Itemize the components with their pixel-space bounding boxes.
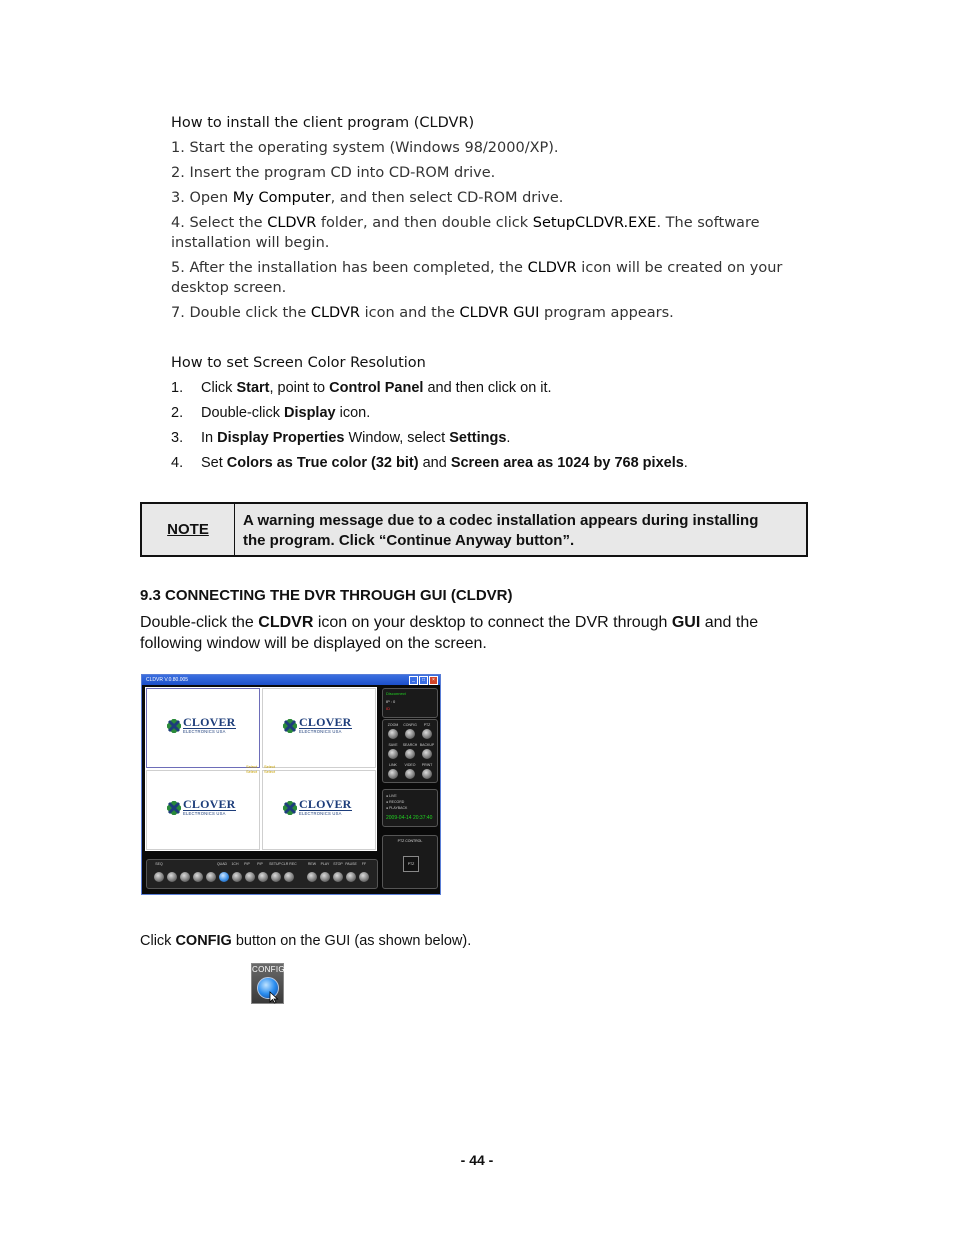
page-number: - 44 - (460, 1152, 494, 1168)
pause-knob[interactable] (346, 872, 356, 882)
color-step-3: In Display Properties Window, select Settings. (201, 430, 511, 446)
section-title: 9.3 CONNECTING THE DVR THROUGH GUI (CLDVR) (140, 587, 513, 604)
clover-mark-icon (167, 801, 181, 815)
link-knob[interactable] (388, 769, 398, 779)
color-step-4: Set Colors as True color (32 bit) and Screen area as 1024 by 768 pixels. (201, 455, 688, 471)
video-knob[interactable] (405, 769, 415, 779)
bar-knob[interactable] (284, 872, 294, 882)
select-label: Select (264, 764, 276, 769)
config-knob[interactable] (405, 729, 415, 739)
save-knob[interactable] (388, 749, 398, 759)
select-label: Select (264, 769, 276, 774)
clover-logo: CLOVER ELECTRONICS USA (167, 717, 236, 735)
maximize-icon: □ (419, 676, 428, 685)
clover-logo: CLOVER ELECTRONICS USA (167, 799, 236, 817)
bar-knob[interactable] (154, 872, 164, 882)
color-step-2-num: 2. (171, 405, 184, 421)
section-paragraph: Double-click the CLDVR icon on your desktop to connect the DVR through GUI and the following window will be displayed on the screen. (140, 614, 759, 652)
ptz-panel: PTZ CONTROL PTZ (382, 835, 438, 889)
clover-logo: CLOVER ELECTRONICS USA (283, 717, 352, 735)
video-cell (262, 688, 376, 768)
install-heading: How to install the client program (CLDVR) (171, 115, 475, 131)
install-step-3: 3. Open My Computer, and then select CD-ROM drive. (171, 190, 564, 206)
clover-mark-icon (283, 801, 297, 815)
bottom-control-bar: SEQ QUAD 1CH PIP PIP SETUP CLR REC REW PLAY STOP PAUSE FF (146, 859, 378, 889)
quad-knob[interactable] (219, 872, 229, 882)
cldvr-screenshot (141, 674, 441, 895)
video-cell (146, 770, 260, 850)
bar-knob[interactable] (245, 872, 255, 882)
color-step-4-num: 4. (171, 455, 184, 471)
color-step-3-num: 3. (171, 430, 184, 446)
ff-knob[interactable] (359, 872, 369, 882)
mode-panel: ● LIVE ● RECORD ● PLAYBACK 2009-04-14 20:37:40 (382, 789, 438, 827)
control-panel: ZOOM CONFIG PTZ SAVE SEARCH BACKUP LINK VIDEO PRINT (382, 719, 438, 783)
clover-mark-icon (167, 719, 181, 733)
ptz-knob[interactable] (422, 729, 432, 739)
print-knob[interactable] (422, 769, 432, 779)
select-label: Select (246, 764, 258, 769)
bar-knob[interactable] (258, 872, 268, 882)
ptz-button[interactable]: PTZ (403, 856, 419, 872)
video-cell (146, 688, 260, 768)
bar-knob[interactable] (180, 872, 190, 882)
color-step-1: Click Start, point to Control Panel and then click on it. (201, 380, 552, 396)
bar-knob[interactable] (206, 872, 216, 882)
video-cell (262, 770, 376, 850)
bar-knob[interactable] (193, 872, 203, 882)
bar-knob[interactable] (232, 872, 242, 882)
close-icon: × (429, 676, 438, 685)
bar-knob[interactable] (271, 872, 281, 882)
note-text: A warning message due to a codec installation appears during installing the program. Click “Continue Anyway button”. (243, 512, 759, 549)
note-box (140, 502, 808, 557)
install-step-2: 2. Insert the program CD into CD-ROM drive. (171, 165, 496, 181)
install-step-4: 4. Select the CLDVR folder, and then double click SetupCLDVR.EXE. The software installation will begin. (171, 215, 760, 251)
rew-knob[interactable] (307, 872, 317, 882)
status-panel: Disconnect IP : 0 ID (382, 688, 438, 718)
screenshot-titlebar: CLDVR V.0.80.005 _ □ × (142, 675, 440, 685)
search-knob[interactable] (405, 749, 415, 759)
stop-knob[interactable] (333, 872, 343, 882)
install-step-7: 7. Double click the CLDVR icon and the CLDVR GUI program appears. (171, 305, 674, 321)
zoom-knob[interactable] (388, 729, 398, 739)
color-heading: How to set Screen Color Resolution (171, 355, 426, 371)
clover-logo: CLOVER ELECTRONICS USA (283, 799, 352, 817)
select-label: Select (246, 769, 258, 774)
color-step-2: Double-click Display icon. (201, 405, 371, 421)
minimize-icon: _ (409, 676, 418, 685)
install-step-1: 1. Start the operating system (Windows 98/2000/XP). (171, 140, 559, 156)
color-step-1-num: 1. (171, 380, 184, 396)
clover-mark-icon (283, 719, 297, 733)
play-knob[interactable] (320, 872, 330, 882)
mouse-cursor-icon (269, 991, 279, 1004)
backup-knob[interactable] (422, 749, 432, 759)
config-button-image: CONFIG (251, 963, 284, 1004)
datetime-readout: 2009-04-14 20:37:40 (386, 815, 433, 821)
note-label: NOTE (142, 504, 235, 555)
bar-knob[interactable] (167, 872, 177, 882)
click-config-text: Click CONFIG button on the GUI (as shown below). (140, 933, 472, 949)
install-step-5: 5. After the installation has been completed, the CLDVR icon will be created on your desktop screen. (171, 260, 783, 296)
video-grid (145, 687, 377, 851)
